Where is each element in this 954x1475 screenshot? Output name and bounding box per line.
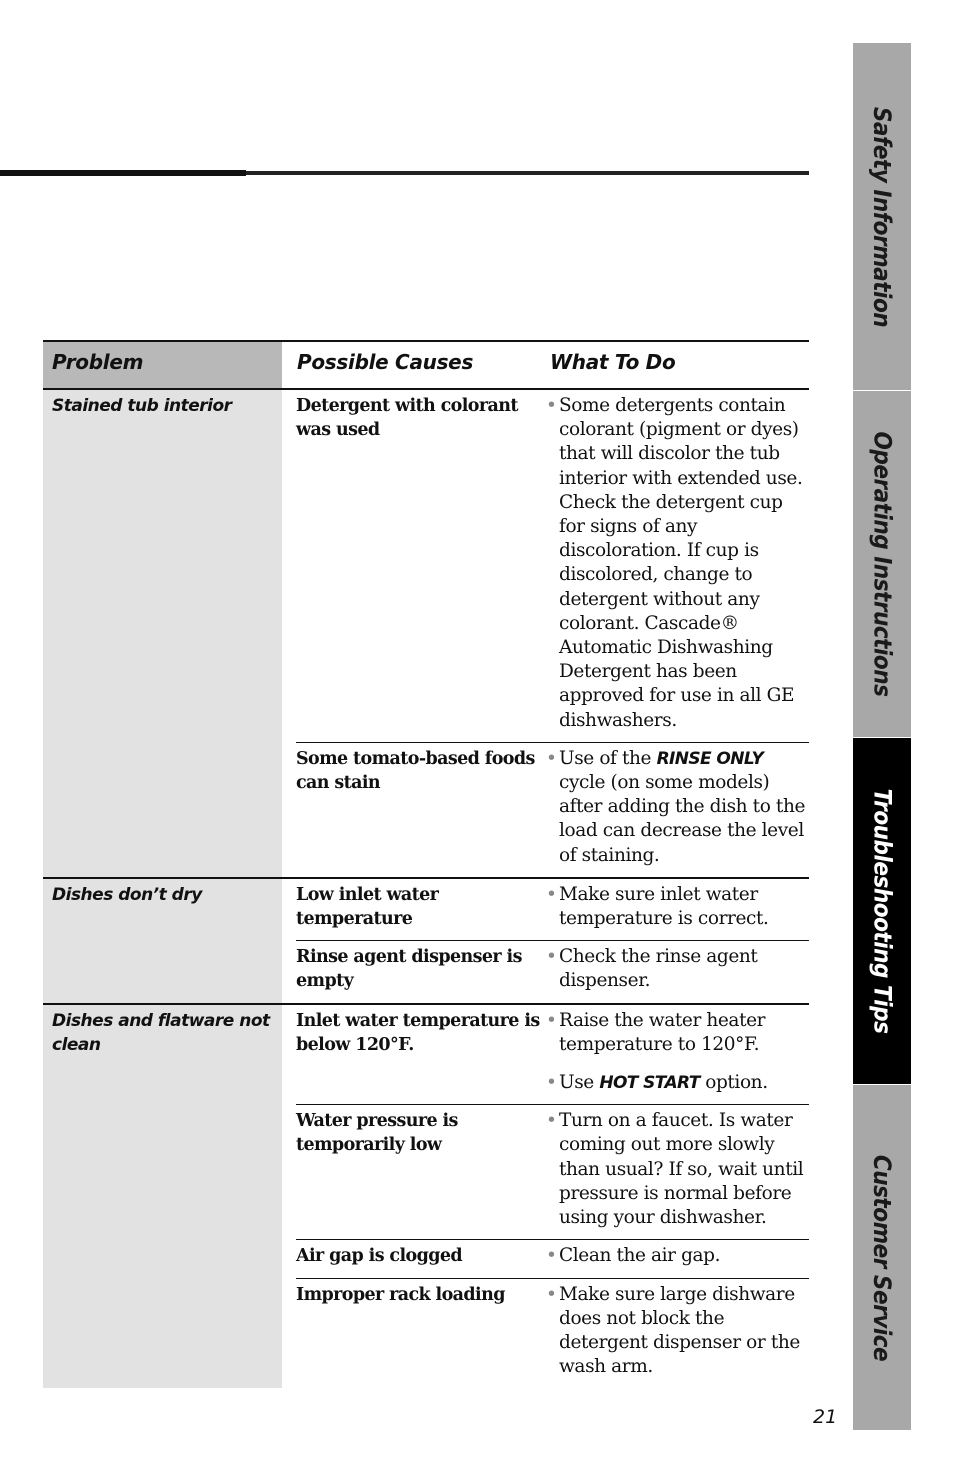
- cause-text: Improper rack loading: [296, 1284, 505, 1305]
- todo-text: Check the rinse agent dispenser.: [559, 946, 758, 992]
- bullet-icon: •: [546, 1283, 557, 1305]
- cycle-keyword: RINSE ONLY: [656, 748, 764, 769]
- todo-cell: [546, 394, 808, 733]
- todo-item: [546, 1109, 808, 1230]
- table-row: [296, 1005, 809, 1106]
- header-todo: What To Do: [550, 350, 676, 374]
- tab-safety-information[interactable]: [853, 43, 911, 390]
- problem-label: Stained tub interior: [52, 396, 232, 416]
- table-row: [296, 1105, 809, 1240]
- cause-text: Rinse agent dispenser is empty: [296, 947, 522, 992]
- todo-text: Clean the air gap.: [559, 1245, 721, 1267]
- bullet-icon: •: [546, 883, 557, 905]
- todo-cell: [546, 1244, 808, 1268]
- todo-item: [546, 1009, 808, 1057]
- bullet-icon: •: [546, 1245, 557, 1267]
- tab-label: Customer Service: [868, 1154, 896, 1361]
- header-rule-thick: [0, 170, 246, 176]
- tab-operating-instructions[interactable]: [853, 391, 911, 737]
- table-row: [296, 1240, 809, 1278]
- todo-text: Some detergents contain colorant (pigment or dyes) that will discolor the tub interior with extended use. Check the detergent cup for signs of any discoloration. If cup is discolored, change to detergent without any colorant. Cascade® Automatic Dishwashing Detergent has been approved for use in all GE dishwashers.: [559, 395, 803, 731]
- cause-text: Water pressure is temporarily low: [296, 1111, 458, 1156]
- tab-label: Safety Information: [868, 106, 896, 327]
- page-number: 21: [813, 1406, 838, 1428]
- table-row: [296, 879, 809, 941]
- cause-text: Some tomato-based foods can stain: [296, 748, 535, 793]
- table-row: [296, 743, 809, 877]
- todo-item: [546, 394, 808, 733]
- todo-text: Make sure large dishware does not block the detergent dispenser or the wash arm.: [559, 1283, 800, 1378]
- todo-item: [546, 1283, 808, 1380]
- todo-text-before: Use: [559, 1072, 600, 1094]
- todo-item: [546, 1244, 808, 1268]
- cause-text: Air gap is clogged: [296, 1246, 463, 1267]
- table-header: [43, 340, 809, 390]
- todo-cell: [546, 1009, 808, 1096]
- table-row: [296, 941, 809, 1002]
- bullet-icon: •: [546, 747, 557, 769]
- table-row: [296, 1279, 809, 1389]
- tab-troubleshooting-tips[interactable]: [853, 738, 911, 1084]
- todo-text-after: option.: [699, 1072, 768, 1094]
- todo-item: [546, 1071, 808, 1095]
- tab-customer-service[interactable]: [853, 1085, 911, 1430]
- problem-group-stained-tub: [43, 390, 809, 879]
- todo-text-before: Use of the: [559, 747, 657, 769]
- bullet-icon: •: [546, 1110, 557, 1132]
- bullet-icon: •: [546, 395, 557, 416]
- cause-text: Low inlet water temperature: [296, 884, 439, 929]
- tab-label: Troubleshooting Tips: [868, 788, 897, 1034]
- problem-label: Dishes don’t dry: [52, 884, 202, 905]
- todo-text-after: cycle (on some models) after adding the dish to the load can decrease the level of staining.: [559, 772, 806, 866]
- todo-item: [546, 747, 808, 868]
- header-rule-thin: [246, 171, 809, 175]
- header-causes: Possible Causes: [297, 350, 474, 374]
- tab-label: Operating Instructions: [868, 431, 896, 697]
- todo-cell: [546, 1109, 808, 1230]
- todo-cell: [546, 945, 808, 993]
- option-keyword: HOT START: [599, 1073, 700, 1094]
- todo-cell: [546, 883, 808, 931]
- header-problem: Problem: [52, 350, 144, 374]
- todo-item: [546, 883, 808, 931]
- cause-text: Inlet water temperature is below 120°F.: [296, 1010, 540, 1055]
- todo-cell: [546, 747, 808, 868]
- problem-cell-bg: [43, 390, 282, 877]
- bullet-icon: •: [546, 1072, 557, 1094]
- todo-cell: [546, 1283, 808, 1380]
- problem-group-not-clean: [43, 1005, 809, 1389]
- problem-cell-bg: [43, 1005, 282, 1389]
- cause-text: Detergent with colorant was used: [296, 396, 518, 440]
- problem-label: Dishes and flatware not clean: [52, 1010, 270, 1055]
- bullet-icon: •: [546, 1009, 557, 1031]
- troubleshooting-table: [43, 340, 809, 1388]
- bullet-icon: •: [546, 946, 557, 968]
- todo-text: Make sure inlet water temperature is correct.: [559, 883, 769, 930]
- table-row: [296, 390, 809, 743]
- problem-group-dishes-dont-dry: [43, 879, 809, 1005]
- todo-text: Turn on a faucet. Is water coming out more slowly than usual? If so, wait until pressure is normal before using your dishwasher.: [559, 1110, 804, 1229]
- todo-text: Raise the water heater temperature to 120°F.: [559, 1009, 766, 1055]
- todo-item: [546, 945, 808, 993]
